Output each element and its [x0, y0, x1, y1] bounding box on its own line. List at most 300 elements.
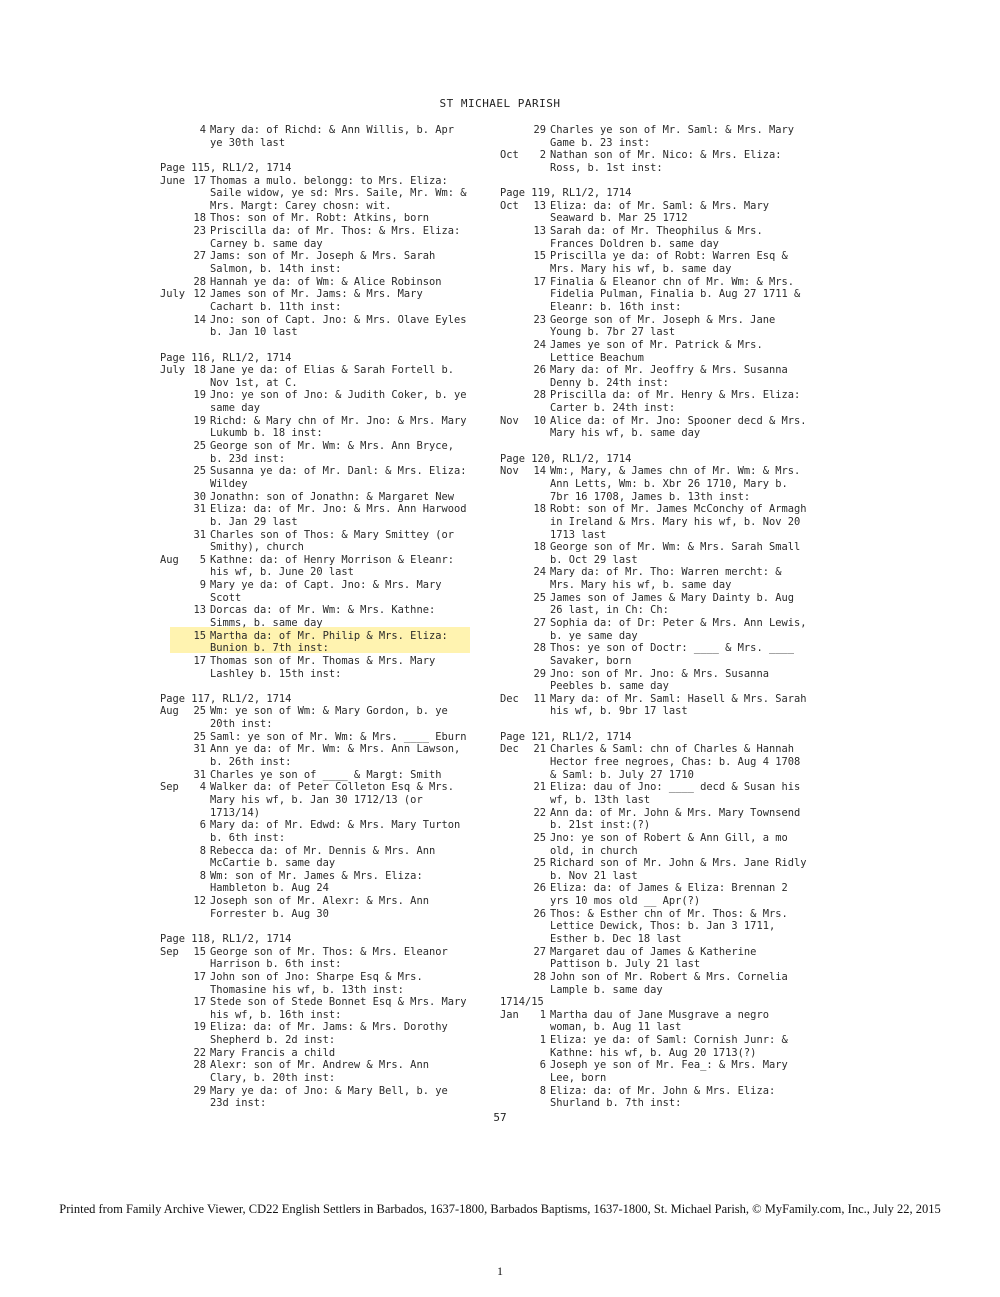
entry-text: Simms, b. same day — [210, 616, 323, 629]
entry-continuation — [500, 630, 840, 643]
baptism-entry — [160, 440, 500, 453]
entry-text: Sarah da: of Mr. Theophilus & Mrs. — [550, 225, 763, 238]
entry-month: Oct — [500, 199, 519, 212]
entry-continuation — [500, 326, 840, 339]
entry-text: Saile widow, ye sd: Mrs. Saile, Mr. Wm: & — [210, 187, 467, 200]
baptism-entry — [500, 541, 840, 554]
entry-continuation — [160, 200, 500, 213]
entry-continuation — [500, 933, 840, 946]
section-header — [500, 731, 840, 744]
entry-continuation — [160, 592, 500, 605]
entry-text: 1713/14) — [210, 806, 261, 819]
entry-continuation — [160, 984, 500, 997]
entry-day: 8 — [199, 844, 206, 857]
entry-day: 30 — [193, 490, 206, 503]
entry-day: 25 — [533, 591, 546, 604]
entry-day: 25 — [533, 831, 546, 844]
entry-text: old, in church — [550, 844, 638, 857]
entry-continuation — [500, 705, 840, 718]
entry-continuation — [160, 137, 500, 150]
baptism-entry — [500, 971, 840, 984]
entry-text: Margaret dau of James & Katherine — [550, 945, 757, 958]
baptism-entry — [500, 225, 840, 238]
entry-continuation — [160, 832, 500, 845]
baptism-entry — [500, 503, 840, 516]
entry-month: Dec — [500, 743, 519, 756]
entry-text: Carney b. same day — [210, 237, 323, 250]
entry-text: McCartie b. same day — [210, 857, 336, 870]
baptism-entry — [160, 124, 500, 137]
baptism-entry — [160, 1085, 500, 1098]
entry-text: Finalia & Eleanor chn of Mr. Wm: & Mrs. — [550, 275, 794, 288]
entry-text: Jams: son of Mr. Joseph & Mrs. Sarah — [210, 250, 436, 263]
entry-text: George son of Mr. Joseph & Mrs. Jane — [550, 313, 776, 326]
entry-text: in Ireland & Mrs. Mary his wf, b. Nov 20 — [550, 515, 801, 528]
entry-text: Ann Letts, Wm: b. Xbr 26 1710, Mary b. — [550, 477, 788, 490]
entry-text: Salmon, b. 14th inst: — [210, 263, 342, 276]
baptism-entry — [160, 996, 500, 1009]
entry-text: b. Jan 29 last — [210, 515, 298, 528]
entry-continuation — [500, 427, 840, 440]
entry-text: Denny b. 24th inst: — [550, 376, 669, 389]
entry-text: 7br 16 1708, James b. 13th inst: — [550, 490, 751, 503]
entry-text: James ye son of Mr. Patrick & Mrs. — [550, 338, 763, 351]
entry-text: Eliza: dau of Jno: ____ decd & Susan his — [550, 781, 801, 794]
entry-day: 12 — [193, 288, 206, 301]
baptism-entry — [160, 491, 500, 504]
entry-text: Sophia da: of Dr: Peter & Mrs. Ann Lewis, — [550, 616, 807, 629]
entry-text: b. Oct 29 last — [550, 553, 638, 566]
entry-text: same day — [210, 402, 261, 415]
entry-continuation — [160, 453, 500, 466]
baptism-entry — [500, 566, 840, 579]
entry-text: Forrester b. Aug 30 — [210, 907, 329, 920]
entry-text: Jane ye da: of Elias & Sarah Fortell b. — [210, 364, 454, 377]
baptism-entry — [500, 149, 840, 162]
entry-text: Savaker, born — [550, 654, 632, 667]
entry-continuation — [500, 895, 840, 908]
entry-text: Eliza: ye da: of Saml: Cornish Junr: & — [550, 1034, 788, 1047]
entry-text: Saml: ye son of Mr. Wm: & Mrs. ____ Eburn — [210, 730, 467, 743]
entry-day: 19 — [193, 389, 206, 402]
entry-text: Lettice Dewick, Thos: b. Jan 3 1711, — [550, 920, 776, 933]
entry-day: 15 — [193, 629, 206, 642]
entry-continuation — [500, 655, 840, 668]
baptism-entry — [160, 288, 500, 301]
entry-text: Stede son of Stede Bonnet Esq & Mrs. Mary — [210, 996, 467, 1009]
baptism-entry — [160, 314, 500, 327]
entry-continuation — [500, 984, 840, 997]
entry-text: Page 117, RL1/2, 1714 — [160, 692, 292, 705]
entry-day: 27 — [533, 945, 546, 958]
entry-day: 22 — [193, 1046, 206, 1059]
entry-continuation — [500, 1097, 840, 1110]
entry-text: Wm: son of Mr. James & Mrs. Eliza: — [210, 869, 423, 882]
entry-day: 27 — [533, 616, 546, 629]
entry-continuation — [160, 882, 500, 895]
entry-day: 19 — [193, 1021, 206, 1034]
entry-text: Mrs. Mary his wf, b. same day — [550, 579, 732, 592]
entry-month: Sep — [160, 781, 179, 794]
entry-text: Jno: son of Mr. Jno: & Mrs. Susanna — [550, 667, 769, 680]
entry-text: Smithy), church — [210, 541, 304, 554]
baptism-entry — [500, 832, 840, 845]
baptism-entry — [500, 415, 840, 428]
entry-continuation — [160, 301, 500, 314]
entry-text: Carter b. 24th inst: — [550, 402, 676, 415]
entry-month: Dec — [500, 692, 519, 705]
entry-text: Charles ye son of ____ & Margt: Smith — [210, 768, 442, 781]
entry-day: 10 — [533, 414, 546, 427]
baptism-entry — [160, 769, 500, 782]
entry-text: Mary da: of Mr. Edwd: & Mrs. Mary Turton — [210, 819, 461, 832]
entry-continuation — [500, 680, 840, 693]
entry-continuation — [160, 718, 500, 731]
baptism-entry — [160, 175, 500, 188]
entry-day: 21 — [533, 743, 546, 756]
entry-text: Scott — [210, 591, 242, 604]
entry-continuation — [160, 908, 500, 921]
sheet-number: 1 — [497, 1264, 503, 1278]
baptism-entry — [160, 212, 500, 225]
baptism-entry — [160, 819, 500, 832]
entry-text: Thos: ye son of Doctr: ____ & Mrs. ____ — [550, 642, 794, 655]
entry-text: Susanna ye da: of Mr. Danl: & Mrs. Eliza: — [210, 465, 467, 478]
baptism-entry — [160, 870, 500, 883]
baptism-entry — [500, 465, 840, 478]
entry-continuation — [500, 769, 840, 782]
entry-day: 29 — [533, 667, 546, 680]
entry-day: 1 — [539, 1034, 546, 1047]
entry-text: Charles son of Thos: & Mary Smittey (or — [210, 528, 454, 541]
entry-text: Bunion b. 7th inst: — [210, 642, 329, 655]
entry-continuation — [500, 352, 840, 365]
entry-day: 11 — [533, 692, 546, 705]
entry-month: Sep — [160, 945, 179, 958]
baptism-entry — [500, 389, 840, 402]
baptism-entry — [500, 617, 840, 630]
entry-text: James son of Mr. Jams: & Mrs. Mary — [210, 288, 423, 301]
entry-text: 26 last, in Ch: Ch: — [550, 604, 669, 617]
entry-continuation — [160, 1072, 500, 1085]
entry-text: Lukumb b. 18 inst: — [210, 427, 323, 440]
entry-text: Frances Doldren b. same day — [550, 237, 719, 250]
entry-text: Hector free negroes, Chas: b. Aug 4 1708 — [550, 756, 801, 769]
entry-continuation — [500, 958, 840, 971]
entry-continuation — [160, 541, 500, 554]
entry-text: b. 23d inst: — [210, 452, 286, 465]
entry-continuation — [500, 1047, 840, 1060]
entry-day: 25 — [193, 730, 206, 743]
entry-text: Game b. 23 inst: — [550, 136, 651, 149]
entry-continuation — [160, 1034, 500, 1047]
entry-text: his wf, b. 9br 17 last — [550, 705, 688, 718]
entry-text: yrs 10 mos old __ Apr(?) — [550, 895, 701, 908]
baptism-entry — [500, 857, 840, 870]
entry-day: 15 — [193, 945, 206, 958]
entry-month: Oct — [500, 149, 519, 162]
page-title: ST MICHAEL PARISH — [439, 97, 561, 110]
entry-text: Jno: ye son of Jno: & Judith Coker, b. ye — [210, 389, 467, 402]
entry-text: woman, b. Aug 11 last — [550, 1021, 682, 1034]
baptism-entry — [500, 693, 840, 706]
entry-text: Wildey — [210, 477, 248, 490]
entry-text: Lashley b. 15th inst: — [210, 667, 342, 680]
entry-text: Alexr: son of Mr. Andrew & Mrs. Ann — [210, 1059, 429, 1072]
right-column — [500, 124, 840, 1110]
entry-text: Shepherd b. 2d inst: — [210, 1034, 336, 1047]
section-header — [160, 162, 500, 175]
entry-continuation — [500, 263, 840, 276]
entry-continuation — [160, 326, 500, 339]
entry-day: 18 — [533, 541, 546, 554]
entry-day: 25 — [193, 705, 206, 718]
entry-text: Mary da: of Richd: & Ann Willis, b. Apr — [210, 124, 454, 136]
entry-text: Dorcas da: of Mr. Wm: & Mrs. Kathne: — [210, 604, 436, 617]
entry-month: June — [160, 174, 186, 187]
entry-text: Priscilla da: of Mr. Henry & Mrs. Eliza: — [550, 389, 801, 402]
entry-continuation — [160, 187, 500, 200]
baptism-entry — [500, 908, 840, 921]
entry-day: 18 — [193, 212, 206, 225]
entry-month: Aug — [160, 705, 179, 718]
entry-text: b. Nov 21 last — [550, 869, 638, 882]
baptism-entry — [160, 529, 500, 542]
baptism-entry — [160, 415, 500, 428]
baptism-entry — [500, 642, 840, 655]
entry-text: Nathan son of Mr. Nico: & Mrs. Eliza: — [550, 149, 782, 162]
entry-text: Ross, b. 1st inst: — [550, 161, 663, 174]
entry-text: his wf, b. June 20 last — [210, 566, 354, 579]
entry-text: & Saml: b. July 27 1710 — [550, 768, 694, 781]
entry-continuation — [160, 238, 500, 251]
entry-continuation — [160, 807, 500, 820]
entry-text: Kathne: da: of Henry Morrison & Eleanr: — [210, 553, 454, 566]
entry-text: Lettice Beachum — [550, 351, 644, 364]
baptism-entry — [160, 250, 500, 263]
entry-day: 12 — [193, 895, 206, 908]
entry-continuation — [500, 604, 840, 617]
entry-day: 2 — [539, 149, 546, 162]
entry-text: Robt: son of Mr. James McConchy of Armagh — [550, 503, 807, 516]
entry-text: Clary, b. 20th inst: — [210, 1072, 336, 1085]
entry-day: 6 — [539, 1059, 546, 1072]
entry-day: 29 — [533, 124, 546, 136]
spacer — [500, 175, 840, 188]
entry-text: Pattison b. July 21 last — [550, 958, 701, 971]
entry-day: 23 — [193, 225, 206, 238]
entry-continuation — [500, 212, 840, 225]
entry-text: Mary da: of Mr. Jeoffry & Mrs. Susanna — [550, 364, 788, 377]
spacer — [160, 680, 500, 693]
entry-day: 26 — [533, 907, 546, 920]
entry-text: Lee, born — [550, 1072, 607, 1085]
entry-text: Richd: & Mary chn of Mr. Jno: & Mrs. Mary — [210, 414, 467, 427]
entry-day: 28 — [193, 275, 206, 288]
entry-day: 4 — [199, 124, 206, 136]
entry-text: Jonathn: son of Jonathn: & Margaret New — [210, 490, 454, 503]
entry-text: Joseph ye son of Mr. Fea_: & Mrs. Mary — [550, 1059, 788, 1072]
baptism-entry — [500, 807, 840, 820]
entry-text: Joseph son of Mr. Alexr: & Mrs. Ann — [210, 895, 429, 908]
entry-text: Martha dau of Jane Musgrave a negro — [550, 1008, 769, 1021]
entry-text: Charles & Saml: chn of Charles & Hannah — [550, 743, 794, 756]
baptism-entry — [160, 946, 500, 959]
entry-text: Mary Francis a child — [210, 1046, 336, 1059]
entry-text: Martha da: of Mr. Philip & Mrs. Eliza: — [210, 629, 448, 642]
baptism-entry — [160, 554, 500, 567]
entry-continuation — [160, 402, 500, 415]
entry-day: 9 — [199, 579, 206, 592]
entry-text: Eliza: da: of Mr. Jams: & Mrs. Dorothy — [210, 1021, 448, 1034]
entry-text: Mrs. Mary his wf, b. same day — [550, 263, 732, 276]
entry-text: Eliza: da: of Mr. Saml: & Mrs. Mary — [550, 199, 769, 212]
entry-text: Page 116, RL1/2, 1714 — [160, 351, 292, 364]
entry-text: b. 26th inst: — [210, 756, 292, 769]
entry-text: Walker da: of Peter Colleton Esq & Mrs. — [210, 781, 454, 794]
entry-month: Jan — [500, 1008, 519, 1021]
entry-text: Seaward b. Mar 25 1712 — [550, 212, 688, 225]
baptism-entry — [160, 971, 500, 984]
entry-day: 13 — [533, 225, 546, 238]
entry-text: Priscilla ye da: of Robt: Warren Esq & — [550, 250, 788, 263]
entry-month: July — [160, 288, 186, 301]
entry-continuation — [160, 427, 500, 440]
entry-text: b. Jan 10 last — [210, 326, 298, 339]
entry-day: 8 — [199, 869, 206, 882]
entry-continuation — [500, 1021, 840, 1034]
entry-text: Richard son of Mr. John & Mrs. Jane Ridly — [550, 857, 807, 870]
entry-text: b. 21st inst:(?) — [550, 819, 651, 832]
entry-continuation — [160, 263, 500, 276]
entry-text: Mary his wf, b. same day — [550, 427, 701, 440]
baptism-entry — [160, 1021, 500, 1034]
entry-day: 28 — [533, 389, 546, 402]
baptism-entry — [500, 781, 840, 794]
baptism-entry — [500, 276, 840, 289]
entry-text: Young b. 7br 27 last — [550, 326, 676, 339]
entry-continuation — [500, 402, 840, 415]
entry-text: b. ye same day — [550, 629, 638, 642]
entry-month: Aug — [160, 553, 179, 566]
baptism-entry — [500, 592, 840, 605]
entry-day: 28 — [193, 1059, 206, 1072]
entry-day: 17 — [193, 654, 206, 667]
entry-text: Mary ye da: of Capt. Jno: & Mrs. Mary — [210, 579, 442, 592]
entry-continuation — [160, 377, 500, 390]
entry-text: Mary his wf, b. Jan 30 1712/13 (or — [210, 793, 423, 806]
baptism-entry — [500, 250, 840, 263]
entry-continuation — [160, 1097, 500, 1110]
entry-continuation — [500, 794, 840, 807]
baptism-entry — [160, 389, 500, 402]
entry-day: 1 — [539, 1008, 546, 1021]
baptism-entry — [160, 225, 500, 238]
baptism-entry — [160, 364, 500, 377]
entry-text: Priscilla da: of Mr. Thos: & Mrs. Eliza: — [210, 225, 461, 238]
entry-text: Esther b. Dec 18 last — [550, 933, 682, 945]
baptism-entry — [160, 743, 500, 756]
entry-continuation — [160, 566, 500, 579]
entry-text: Wm:, Mary, & James chn of Mr. Wm: & Mrs. — [550, 465, 801, 478]
baptism-entry — [160, 705, 500, 718]
entry-text: John son of Jno: Sharpe Esq & Mrs. — [210, 970, 423, 983]
entry-text: Alice da: of Mr. Jno: Spooner decd & Mrs. — [550, 414, 807, 427]
entry-day: 15 — [533, 250, 546, 263]
entry-text: Jno: son of Capt. Jno: & Mrs. Olave Eyles — [210, 313, 467, 326]
entry-day: 22 — [533, 806, 546, 819]
baptism-entry — [500, 200, 840, 213]
entry-day: 25 — [193, 440, 206, 453]
entry-text: 23d inst: — [210, 1097, 267, 1110]
entry-text: Page 120, RL1/2, 1714 — [500, 452, 632, 465]
entry-text: Ann da: of Mr. John & Mrs. Mary Townsend — [550, 806, 801, 819]
baptism-entry — [160, 465, 500, 478]
entry-text: Mary da: of Mr. Saml: Hasell & Mrs. Sarah — [550, 692, 807, 705]
entry-text: Shurland b. 7th inst: — [550, 1097, 682, 1110]
baptism-entry — [160, 655, 500, 668]
entry-text: Page 115, RL1/2, 1714 — [160, 161, 292, 174]
entry-day: 26 — [533, 364, 546, 377]
entry-text: Thos: & Esther chn of Mr. Thos: & Mrs. — [550, 907, 788, 920]
baptism-entry — [500, 1034, 840, 1047]
entry-text: Eliza: da: of Mr. John & Mrs. Eliza: — [550, 1084, 776, 1097]
baptism-entry — [160, 276, 500, 289]
entry-continuation — [500, 491, 840, 504]
entry-day: 14 — [533, 465, 546, 478]
entry-day: 31 — [193, 743, 206, 756]
entry-day: 25 — [533, 857, 546, 870]
entry-text: 20th inst: — [210, 718, 273, 731]
entry-text: Eliza: da: of James & Eliza: Brennan 2 — [550, 882, 788, 895]
baptism-entry — [160, 781, 500, 794]
entry-month: July — [160, 364, 186, 377]
entry-month: Nov — [500, 414, 519, 427]
entry-continuation — [500, 377, 840, 390]
entry-continuation — [160, 1009, 500, 1022]
entry-text: Mrs. Margt: Carey chosn: wit. — [210, 199, 392, 212]
baptism-entry — [500, 339, 840, 352]
section-header — [160, 693, 500, 706]
section-header — [160, 933, 500, 946]
entry-day: 18 — [533, 503, 546, 516]
entry-continuation — [500, 870, 840, 883]
entry-day: 31 — [193, 503, 206, 516]
baptism-entry — [160, 579, 500, 592]
entry-day: 31 — [193, 768, 206, 781]
entry-continuation — [500, 756, 840, 769]
spacer — [160, 920, 500, 933]
baptism-entry — [500, 743, 840, 756]
entry-text: 1714/15 — [500, 996, 544, 1009]
entry-text: Page 119, RL1/2, 1714 — [500, 187, 632, 200]
entry-text: George son of Mr. Thos: & Mrs. Eleanor — [210, 945, 448, 958]
baptism-entry — [160, 1047, 500, 1060]
entry-text: Wm: ye son of Wm: & Mary Gordon, b. ye — [210, 705, 448, 718]
baptism-entry — [500, 1059, 840, 1072]
entry-day: 4 — [199, 781, 206, 794]
entry-day: 28 — [533, 970, 546, 983]
entry-text: Eleanr: b. 16th inst: — [550, 300, 682, 313]
entry-text: Eliza: da: of Mr. Jno: & Mrs. Ann Harwood — [210, 503, 467, 516]
entry-text: Thos: son of Mr. Robt: Atkins, born — [210, 212, 429, 225]
entry-text: John son of Mr. Robert & Mrs. Cornelia — [550, 970, 788, 983]
entry-day: 5 — [199, 553, 206, 566]
entry-day: 21 — [533, 781, 546, 794]
baptism-entry — [500, 124, 840, 137]
entry-text: Hannah ye da: of Wm: & Alice Robinson — [210, 275, 442, 288]
entry-text: Hambleton b. Aug 24 — [210, 882, 329, 895]
